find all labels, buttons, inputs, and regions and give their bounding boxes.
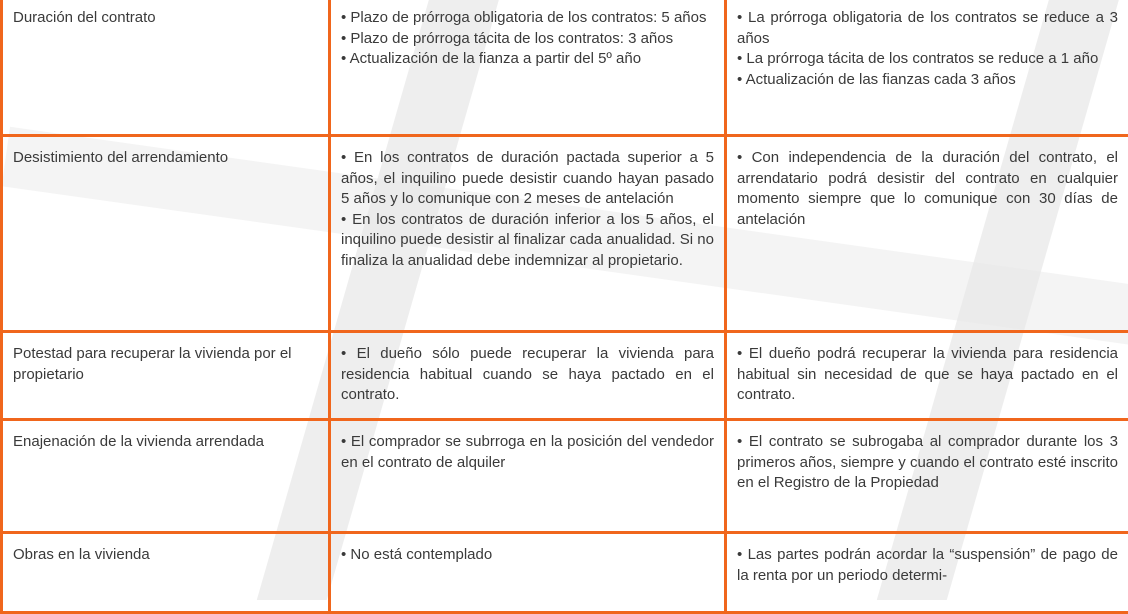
new-regulation-cell bbox=[726, 136, 1128, 332]
list-item: • El dueño sólo puede recuperar la vivienda para residencia habitual cuando se haya pactado en el contrato. bbox=[341, 344, 714, 406]
old-regulation-cell bbox=[330, 420, 726, 533]
list-item: • Las partes podrán acordar la “suspensión” de pago de la renta por un periodo determi- bbox=[737, 545, 1118, 586]
new-regulation-cell bbox=[726, 533, 1128, 613]
row-label: Enajenación de la vivienda arrendada bbox=[2, 420, 330, 533]
new-regulation-cell bbox=[726, 0, 1128, 136]
table-row bbox=[2, 533, 1128, 613]
new-regulation-cell bbox=[726, 332, 1128, 420]
table-row bbox=[2, 136, 1128, 332]
list-item: • Plazo de prórroga tácita de los contratos: 3 años bbox=[341, 29, 714, 50]
old-regulation-cell bbox=[330, 136, 726, 332]
list-item: • El comprador se subrroga en la posición del vendedor en el contrato de alquiler bbox=[341, 432, 714, 473]
list-item: • La prórroga obligatoria de los contratos se reduce a 3 años bbox=[737, 8, 1118, 49]
list-item: • No está contemplado bbox=[341, 545, 714, 566]
old-regulation-cell bbox=[330, 0, 726, 136]
new-regulation-cell bbox=[726, 420, 1128, 533]
old-regulation-cell bbox=[330, 332, 726, 420]
row-label: Obras en la vivienda bbox=[2, 533, 330, 613]
row-label: Duración del contrato bbox=[2, 0, 330, 136]
list-item: • Con independencia de la duración del contrato, el arrendatario podrá desistir del contrato en cualquier momento siempre que lo comunique con 30 días de antelación bbox=[737, 148, 1118, 230]
row-label: Potestad para recuperar la vivienda por el propietario bbox=[2, 332, 330, 420]
list-item: • Plazo de prórroga obligatoria de los contratos: 5 años bbox=[341, 8, 714, 29]
list-item: • El contrato se subrogaba al comprador durante los 3 primeros años, siempre y cuando el contrato esté inscrito en el Registro de la Propiedad bbox=[737, 432, 1118, 494]
row-label: Desistimiento del arrendamiento bbox=[2, 136, 330, 332]
old-regulation-cell bbox=[330, 533, 726, 613]
table-row bbox=[2, 420, 1128, 533]
list-item: • El dueño podrá recuperar la vivienda para residencia habitual sin necesidad de que se haya pactado en el contrato. bbox=[737, 344, 1118, 406]
table-row bbox=[2, 332, 1128, 420]
table-row bbox=[2, 0, 1128, 136]
list-item: • En los contratos de duración pactada superior a 5 años, el inquilino puede desistir cuando hayan pasado 5 años y lo comunique con 2 meses de antelación bbox=[341, 148, 714, 210]
list-item: • En los contratos de duración inferior a los 5 años, el inquilino puede desistir al finalizar cada anualidad. Si no finaliza la anualidad debe indemnizar al propietario. bbox=[341, 210, 714, 272]
list-item: • Actualización de las fianzas cada 3 años bbox=[737, 70, 1118, 91]
list-item: • Actualización de la fianza a partir del 5º año bbox=[341, 49, 714, 70]
list-item: • La prórroga tácita de los contratos se reduce a 1 año bbox=[737, 49, 1118, 70]
